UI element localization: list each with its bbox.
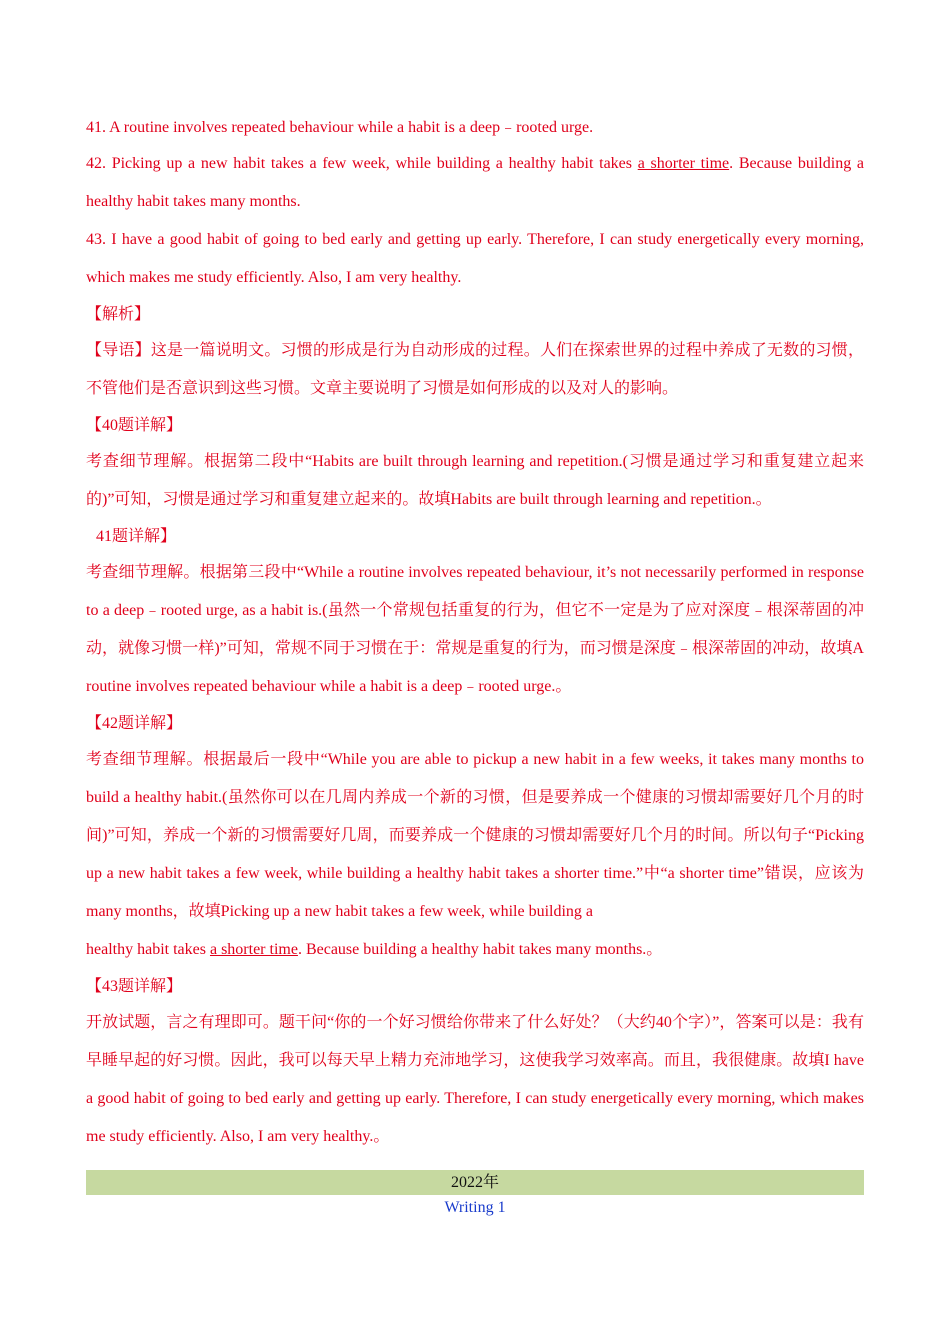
q41-heading: 41题详解】 — [96, 528, 177, 545]
q42-tail-text: healthy habit takes — [86, 941, 210, 958]
q42-tail-underlined: a shorter time — [209, 941, 298, 958]
q40-explanation: 考查细节理解。根据第二段中“Habits are built through learning and repetition.(习惯是通过学习和重复建立起来的)”可知，习惯是通过学习和重复建立起来的。故填Habits are built through learning and repetition.。 — [86, 453, 864, 508]
q43-heading: 【43题详解】 — [86, 978, 183, 995]
section-subtitle: Writing 1 — [444, 1199, 506, 1216]
year-banner: 2022年 — [86, 1170, 864, 1195]
analysis-heading: 【解析】 — [86, 306, 151, 323]
answer-42 — [86, 145, 864, 221]
answer-43: 43. I have a good habit of going to bed early and getting up early. Therefore, I can study energetically every morning, which makes me study efficiently. Also, I am very healthy. — [86, 231, 864, 286]
q40-heading: 【40题详解】 — [86, 417, 183, 434]
q41-explanation: 考查细节理解。根据第三段中“While a routine involves repeated behaviour, it’s not necessarily performed in response to a deep﹣rooted urge, as a habit is.(虽然一个常规包括重复的行为，但它不一定是为了应对深度﹣根深蒂固的冲动，就像习惯一样)”可知，常规不同于习惯在于：常规是重复的行为，而习惯是深度﹣根深蒂固的冲动，故填A routine involves repeated behaviour while a habit is a deep﹣rooted urge.。 — [86, 564, 864, 695]
answer-42-text: 42. Picking up a new habit takes a few week, while building a healthy habit takes — [86, 155, 638, 172]
q42-heading: 【42题详解】 — [86, 715, 183, 732]
answer-42-text-end: . Because building a healthy habit takes many months. — [86, 155, 865, 210]
q42-explanation: 考查细节理解。根据最后一段中“While you are able to pickup a new habit in a few weeks, it takes many months to build a healthy habit.(虽然你可以在几周内养成一个新的习惯，但是要养成一个健康的习惯却需要好几个月的时间)”可知，养成一个新的习惯需要好几周，而要养成一个健康的习惯却需要好几个月的时间。所以句子“Picking up a new habit takes a few week, while building a healthy habit takes a shorter time.”中“a shorter time”错误，应该为many months，故填Picking up a new habit takes a few week, while building a — [86, 751, 864, 920]
answer-41: 41. A routine involves repeated behaviour while a habit is a deep﹣rooted urge. — [86, 119, 594, 136]
document-body — [86, 110, 864, 1156]
q42-explanation-end — [86, 931, 864, 969]
answer-42-underlined: a shorter time — [637, 155, 730, 172]
intro-paragraph: 【导语】这是一篇说明文。习惯的形成是行为自动形成的过程。人们在探索世界的过程中养成了无数的习惯，不管他们是否意识到这些习惯。文章主要说明了习惯是如何形成的以及对人的影响。 — [86, 342, 864, 397]
q43-explanation: 开放试题，言之有理即可。题干问“你的一个好习惯给你带来了什么好处？（大约40个字）”，答案可以是：我有早睡早起的好习惯。因此，我可以每天早上精力充沛地学习，这使我学习效率高。而且，我很健康。故填I have a good habit of going to bed early and getting up early. Therefore, I can study energetically every morning, which makes me study efficiently. Also, I am very healthy.。 — [86, 1014, 864, 1145]
q42-tail-text-end: . Because building a healthy habit takes many months.。 — [297, 941, 663, 958]
